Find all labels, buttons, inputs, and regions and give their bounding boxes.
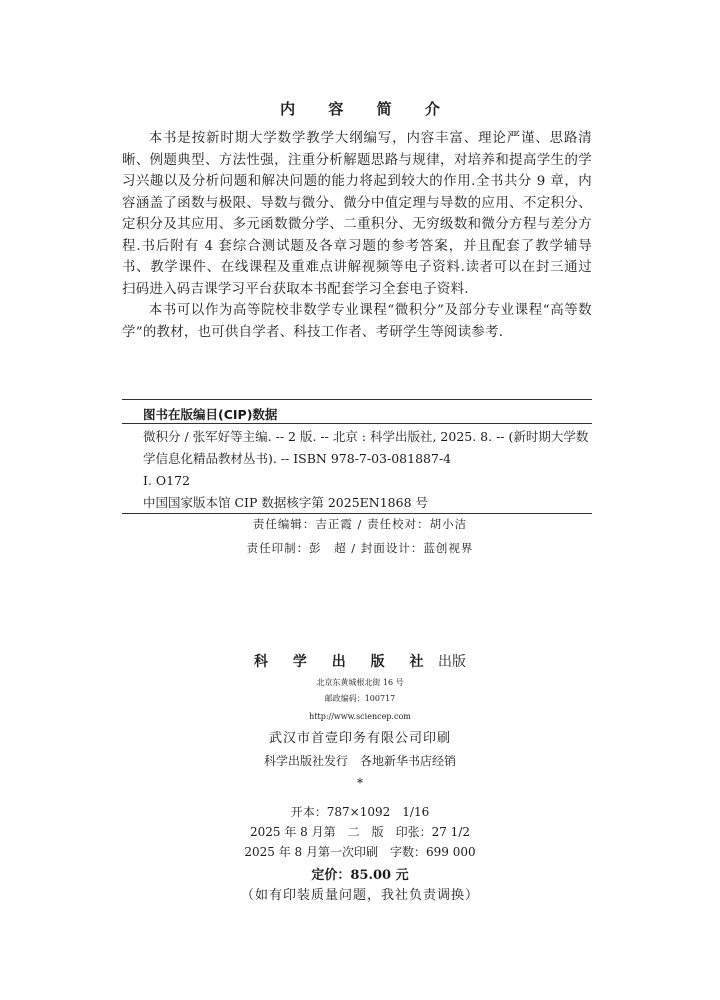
cip-record-number: 中国国家版本馆 CIP 数据核字第 2025EN1868 号: [143, 495, 428, 510]
intro-paragraph: 本书可以作为高等院校非数学专业课程“微积分”及部分专业课程“高等数学”的教材，也可供自学者、科技工作者、考研学生等阅读参考.: [122, 303, 592, 340]
publisher-name: [0, 651, 720, 671]
publisher-address: 北京东黄城根北街 16 号: [316, 678, 404, 687]
cip-classification: Ⅰ. O172: [143, 473, 190, 488]
cip-heading: 图书在版编目(CIP)数据: [143, 407, 278, 422]
cip-top-rule: [122, 399, 592, 400]
credits-production: 责任印制：彭 超 / 封面设计：蓝创视界: [246, 541, 474, 555]
edition-line: 2025 年 8 月第 二 版 印张：27 1/2: [249, 825, 470, 839]
quality-note: （如有印装质量问题，我社负责调换）: [240, 888, 479, 903]
price-line: 定价：85.00 元: [311, 868, 409, 883]
format-line: 开本：787×1092 1/16: [290, 805, 430, 819]
intro-title: 内 容 简 介: [280, 100, 454, 118]
cip-block: [143, 426, 593, 514]
publisher-name-suffix: 出版: [437, 654, 466, 670]
intro-text: [122, 128, 592, 343]
publisher-postcode: 邮政编码：100717: [324, 694, 396, 703]
printing-line: 2025 年 8 月第一次印刷 字数：699 000: [244, 845, 476, 859]
cip-bibliographic-entry: 微积分 / 张军好等主编. -- 2 版. -- 北京 : 科学出版社, 2025. 8. -- (新时期大学数学信息化精品教材丛书). -- ISBN 978-7-03-081887-4: [143, 429, 589, 466]
cip-heading-rule: [122, 423, 592, 424]
printer-line: 武汉市首壹印务有限公司印刷: [268, 731, 451, 746]
distribution-line: 科学出版社发行 各地新华书店经销: [263, 754, 456, 768]
publisher-logo-text: 科 学 出 版 社: [254, 654, 434, 670]
publisher-url: http://www.sciencep.com: [309, 712, 411, 721]
cip-bottom-rule: [122, 513, 592, 514]
intro-paragraph: 本书是按新时期大学数学教学大纲编写，内容丰富、理论严谨、思路清晰、例题典型、方法性强，注重分析解题思路与规律，对培养和提高学生的学习兴趣以及分析问题和解决问题的能力将起到较大的作用.全书共分 9 章，内容涵盖了函数与极限、导数与微分、微分中值定理与导数的应用、不定积分、定积分及其应用、多元函数微分学、二重积分、无穷级数和微分方程与差分方程.书后附有 4 套综合测试题及各章习题的参考答案，并且配套了教学辅导书、教学课件、在线课程及重难点讲解视频等电子资料.读者可以在封三通过扫码进入码吉课学习平台获取本书配套学习全套电子资料.: [122, 131, 592, 297]
credits-editors: 责任编辑：吉正霞 / 责任校对：胡小洁: [252, 517, 468, 531]
separator-asterisk: *: [357, 776, 363, 790]
